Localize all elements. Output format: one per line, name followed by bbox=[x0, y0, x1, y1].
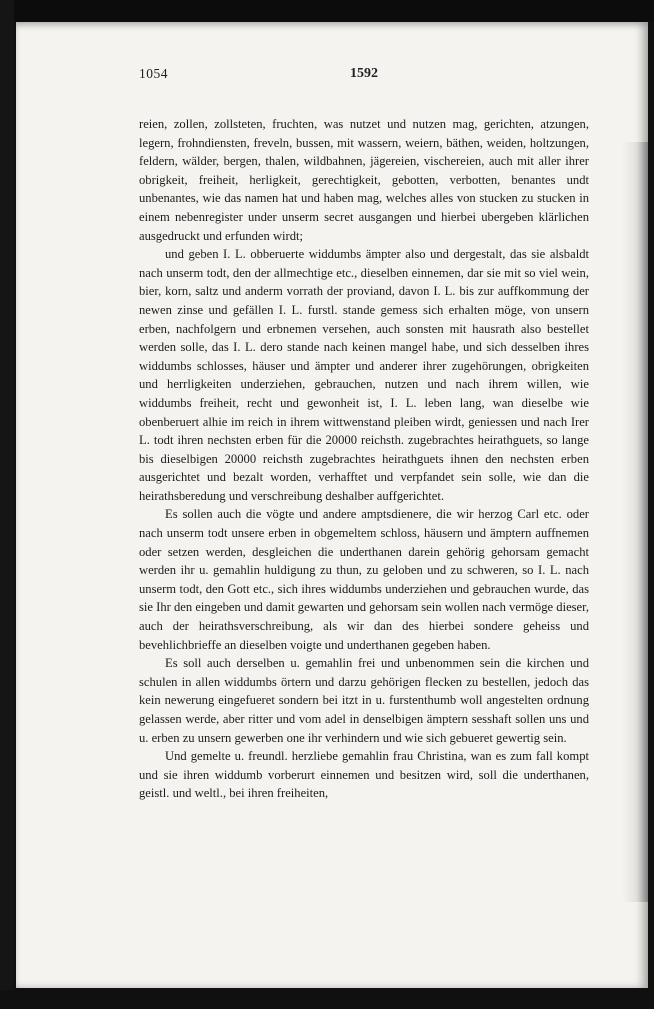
paragraph-5: Und gemelte u. freundl. herzliebe gemahlin frau Christina, wan es zum fall kompt und sie ihren widdumb vorberurt einnemen und besitzen wird, soll die underthanen, geistl. und weltl., bei ihren freiheiten, bbox=[139, 749, 589, 801]
page-shadow bbox=[622, 142, 648, 902]
paragraph-1: reien, zollen, zollsteten, fruchten, was nutzet und nutzen mag, gerichten, atzungen, legern, frohndiensten, freveln, bussen, mit wassern, weiern, bäthen, weiden, holtzungen, feldern, wälder, bergen, thalen, wildbahnen, jägereien, vischereien, auch mit aller ihrer obrigkeit, freiheit, herligkeit, gerechtigkeit, gebotten, verbotten, benantes undt unbenantes, wie das namen hat und haben mag, welches alles von stucken zu stucken in einem nebenregister under unserm secret ausgangen und hierbei ubergeben klärlichen ausgedruckt und erfunden wirdt; bbox=[139, 117, 589, 243]
paragraph-3: Es sollen auch die vögte und andere amptsdienere, die wir herzog Carl etc. oder nach unserm todt unsere erben in obgemeltem schloss, häusern und ämptern auffnemen oder setzen werden, desgleichen die underthanen darein gehörig gehorsam gemacht werden ihr u. gemahlin huldigung zu thun, zu geloben und zu schweren, so I. L. nach unserm todt, den Gott etc., sich ihres widdumbs underziehen und gebrauchen wurde, das sie Ihr den eingeben und damit gewarten und gehorsam sein wollen nach vermöge dieser, auch der heirathsverschreibung, als wir dan des hierbei sondere geheiss und bevehlichbrieffe an dieselben voigte und underthanen gegeben haben. bbox=[139, 507, 589, 652]
scan-border-bottom bbox=[0, 990, 654, 1009]
scan-border-top bbox=[0, 0, 654, 22]
scan-border-left bbox=[0, 0, 14, 1009]
running-header bbox=[139, 66, 589, 88]
page-body bbox=[139, 115, 589, 803]
year-heading: 1592 bbox=[350, 66, 378, 81]
page-number: 1054 bbox=[139, 66, 168, 81]
paragraph-2: und geben I. L. obberuerte widdumbs ämpter also und dergestalt, das sie alsbaldt nach unserm todt, den der allmechtige etc., dieselben einnemen, dar sie mit so viel wein, bier, korn, saltz und anderm vorrath der proviand, davon I. L. bis zur auffkommung der newen zinse und gefällen I. L. furstl. stande gemess sich erhalten möge, von unsern erben, nachfolgern und erbnemen versehen, auch sonsten mit hausrath also bestellet werden solle, das I. L. dero stande nach keinen mangel habe, und sich desselben ihres widdumbs schlosses, häuser und ämpter und anderer ihrer zugehörungen, obrigkeiten und herrligkeiten underziehen, gebrauchen, nutzen und nach ihrem willen, wie widdumbs freiheit, recht und gewonheit ist, I. L. leben lang, wan dieselbe wie obenberuert alhie im reich in ihrem wittwenstand pleiben wirdt, geniessen und nach Irer L. todt ihren nechsten erben für die 20000 reichsth. zugebrachtes heirathguets, so lange bis dieselbigen 20000 reichsth zugebrachtes heirathguets ihnen den nechsten erben ausgerichtet und bezalt worden, verhafftet und verpfandet sein solle, wie dan die heirathsberedung und verschreibung deshalber auffgerichtet. bbox=[139, 247, 589, 503]
paragraph-4: Es soll auch derselben u. gemahlin frei und unbenommen sein die kirchen und schulen in allen widdumbs örtern und darzu gehörigen flecken zu bestellen, jedoch das kein newerung eingefueret sondern bei itzt in u. furstenthumb woll angestelten ordnung gelassen werde, aber ritter und vom adel in denselbigen ämptern sesshaft sollen uns und u. erben zu unsern gewerben one ihr verhindern und wie sich gebueret gewertig sein. bbox=[139, 656, 589, 745]
